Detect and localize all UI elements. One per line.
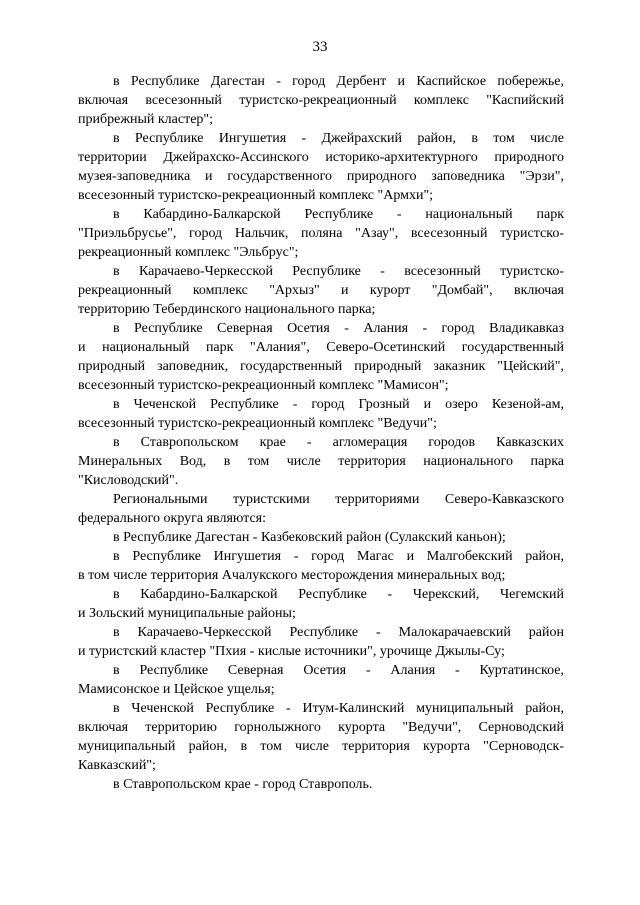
text-line: Мамисонское и Цейское ущелья; <box>78 682 275 697</box>
paragraph <box>78 262 564 319</box>
text-line: муниципальный район, в том числе территория курорта "Серноводск- <box>78 739 564 754</box>
text-line: в Республике Северная Осетия - Алания - город Владикавказ <box>113 321 564 336</box>
text-line: Кавказский"; <box>78 758 156 773</box>
text-line: в Кабардино-Балкарской Республике - национальный парк <box>113 207 564 222</box>
text-line: и туристский кластер "Пхия - кислые источники", урочище Джылы-Су; <box>78 644 505 659</box>
text-line: в Карачаево-Черкесской Республике - Малокарачаевский район <box>113 625 564 640</box>
text-line: в том числе территория Ачалукского месторождения минеральных вод; <box>78 568 506 583</box>
text-line: в Республике Дагестан - город Дербент и Каспийское побережье, <box>113 74 564 89</box>
paragraph <box>78 528 564 547</box>
text-line: в Ставропольском крае - агломерация городов Кавказских <box>113 435 564 450</box>
text-line: территорию Тебердинского национального парка; <box>78 302 376 317</box>
text-line: Минеральных Вод, в том числе территория национального парка <box>78 454 564 469</box>
text-line: всесезонный туристско-рекреационный комплекс "Мамисон"; <box>78 378 449 393</box>
paragraph <box>78 623 564 661</box>
page-number: 33 <box>312 39 328 55</box>
text-line: всесезонный туристско-рекреационный комплекс "Ведучи"; <box>78 416 437 431</box>
text-line: в Ставропольском крае - город Ставрополь. <box>113 777 373 792</box>
text-line: и Зольский муниципальные районы; <box>78 606 296 621</box>
paragraph <box>78 661 564 699</box>
paragraph <box>78 395 564 433</box>
text-line: в Кабардино-Балкарской Республике - Черекский, Чегемский <box>113 587 564 602</box>
paragraph <box>78 129 564 205</box>
text-line: всесезонный туристско-рекреационный комплекс "Армхи"; <box>78 188 434 203</box>
text-line: включая всесезонный туристско-рекреационный комплекс "Каспийский <box>78 93 564 108</box>
paragraph <box>78 205 564 262</box>
text-line: в Карачаево-Черкесской Республике - всесезонный туристско- <box>113 264 564 279</box>
paragraph <box>78 699 564 775</box>
paragraph <box>78 433 564 490</box>
text-line: в Чеченской Республике - город Грозный и озеро Кезеной-ам, <box>113 397 564 412</box>
paragraph <box>78 72 564 129</box>
text-line: музея-заповедника и государственного природного заповедника "Эрзи", <box>78 169 564 184</box>
text-line: рекреационный комплекс "Эльбрус"; <box>78 245 299 260</box>
text-line: прибрежный кластер"; <box>78 112 214 127</box>
paragraph <box>78 547 564 585</box>
text-line: Региональными туристскими территориями Северо-Кавказского <box>113 492 564 507</box>
text-line: территории Джейрахско-Ассинского историко-архитектурного природного <box>78 150 564 165</box>
document-body <box>78 72 564 794</box>
paragraph <box>78 585 564 623</box>
paragraph <box>78 319 564 395</box>
text-line: природный заповедник, государственный природный заказник "Цейский", <box>78 359 564 374</box>
text-line: "Кисловодский". <box>78 473 179 488</box>
paragraph <box>78 490 564 528</box>
text-line: "Приэльбрусье", город Нальчик, поляна "Азау", всесезонный туристско- <box>78 226 564 241</box>
text-line: в Чеченской Республике - Итум-Калинский муниципальный район, <box>113 701 564 716</box>
text-line: в Республике Дагестан - Казбековский район (Сулакский каньон); <box>113 530 506 545</box>
text-line: в Республике Ингушетия - Джейрахский район, в том числе <box>113 131 564 146</box>
text-line: в Республике Северная Осетия - Алания - Куртатинское, <box>113 663 564 678</box>
text-line: федерального округа являются: <box>78 511 267 526</box>
text-line: включая территорию горнолыжного курорта "Ведучи", Серноводский <box>78 720 564 735</box>
paragraph <box>78 775 564 794</box>
text-line: в Республике Ингушетия - город Магас и Малгобекский район, <box>113 549 564 564</box>
text-line: рекреационный комплекс "Архыз" и курорт "Домбай", включая <box>78 283 564 298</box>
text-line: и национальный парк "Алания", Северо-Осетинский государственный <box>78 340 564 355</box>
